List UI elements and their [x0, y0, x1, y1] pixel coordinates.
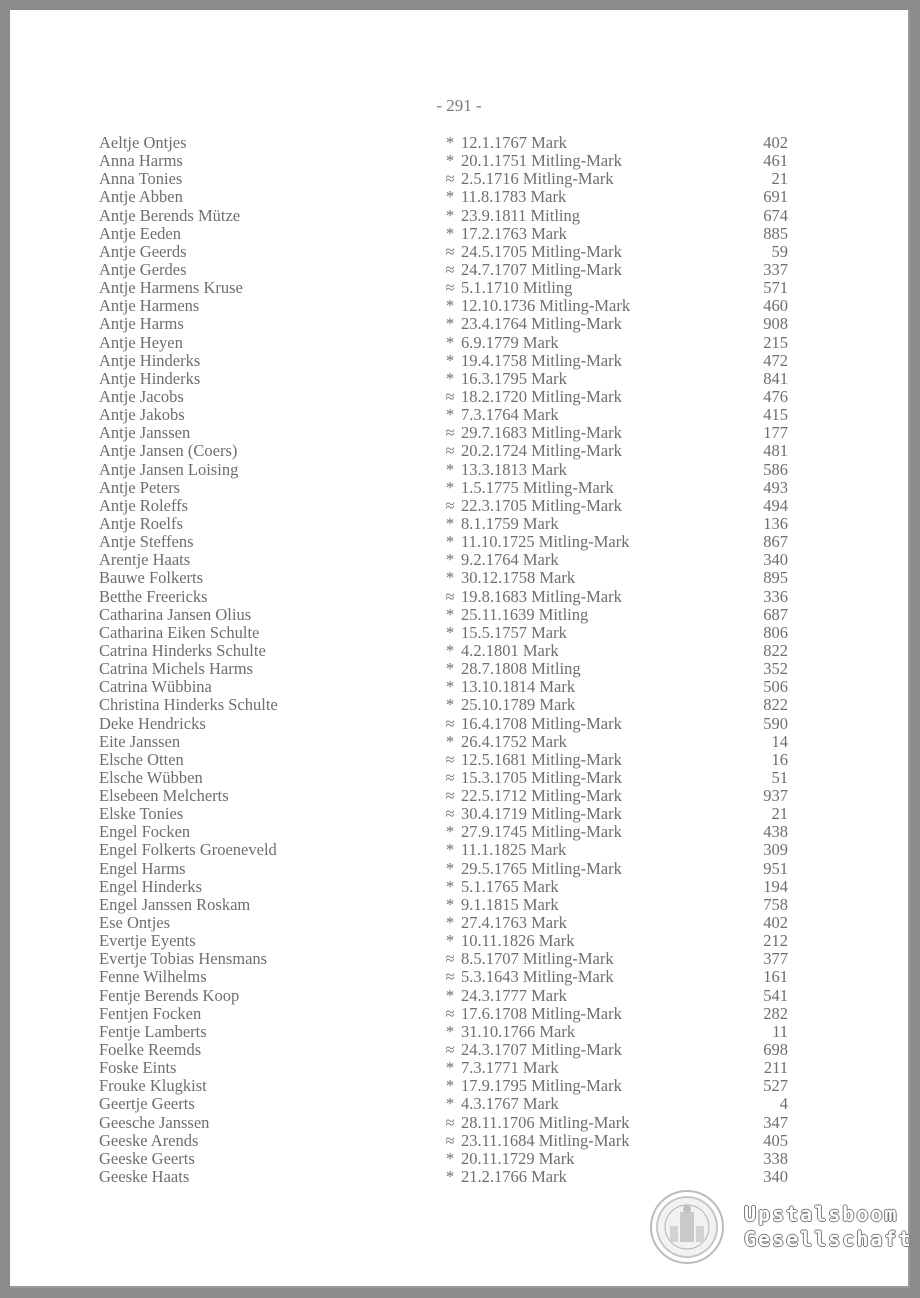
list-item: [10, 1095, 908, 1113]
entry-number: 806: [763, 622, 788, 642]
list-item: [10, 1168, 908, 1186]
entry-name: Elsebeen Melcherts: [99, 786, 229, 806]
entry-name: Antje Roleffs: [99, 495, 189, 515]
list-item: [10, 388, 908, 406]
entry-symbol: ≈: [445, 1112, 455, 1132]
list-item: [10, 678, 908, 696]
entry-name: Antje Berends Mütze: [99, 205, 241, 225]
entry-symbol: *: [445, 532, 455, 552]
list-item: [10, 442, 908, 460]
list-item: [10, 860, 908, 878]
entry-name: Antje Jacobs: [99, 386, 184, 406]
entry-date: 11.1.1825 Mark: [461, 840, 567, 860]
entry-date: 21.2.1766 Mark: [461, 1167, 567, 1187]
entry-name: Deke Hendricks: [99, 713, 206, 733]
entry-date: 24.3.1707 Mitling-Mark: [461, 1040, 622, 1060]
document-page: [10, 10, 913, 1288]
list-item: [10, 1005, 908, 1023]
entry-number: 506: [763, 677, 788, 697]
logo-line-1: Upstalsboom: [744, 1202, 899, 1226]
entry-name: Antje Hinderks: [99, 368, 201, 388]
entry-symbol: *: [445, 368, 455, 388]
entry-date: 8.1.1759 Mark: [461, 513, 559, 533]
entry-name: Bauwe Folkerts: [99, 568, 204, 588]
list-item: [10, 352, 908, 370]
entry-number: 527: [763, 1076, 788, 1096]
list-item: [10, 624, 908, 642]
list-item: [10, 751, 908, 769]
entry-name: Engel Janssen Roskam: [99, 894, 251, 914]
entry-symbol: ≈: [445, 586, 455, 606]
entry-date: 11.10.1725 Mitling-Mark: [461, 532, 630, 552]
entry-symbol: *: [445, 513, 455, 533]
entry-symbol: *: [445, 1167, 455, 1187]
entry-date: 13.10.1814 Mark: [461, 677, 576, 697]
entry-symbol: ≈: [445, 259, 455, 279]
entry-number: 571: [763, 278, 788, 298]
entry-symbol: *: [445, 205, 455, 225]
entry-number: 51: [771, 767, 788, 787]
entry-date: 1.5.1775 Mitling-Mark: [461, 477, 614, 497]
entry-number: 282: [763, 1003, 788, 1023]
page-number: - 291 -: [436, 96, 482, 115]
list-item: [10, 660, 908, 678]
entry-symbol: ≈: [445, 278, 455, 298]
list-item: [10, 805, 908, 823]
entry-name: Antje Harmens Kruse: [99, 278, 243, 298]
entry-date: 5.1.1765 Mark: [461, 876, 559, 896]
entry-date: 20.1.1751 Mitling-Mark: [461, 151, 622, 171]
entry-date: 15.5.1757 Mark: [461, 622, 567, 642]
list-item: [10, 243, 908, 261]
entry-symbol: *: [445, 695, 455, 715]
entry-symbol: *: [445, 1021, 455, 1041]
entry-number: 377: [763, 949, 788, 969]
entry-name: Elsche Wübben: [99, 767, 203, 787]
entry-name: Antje Geerds: [99, 241, 187, 261]
entry-date: 6.9.1779 Mark: [461, 332, 559, 352]
entry-symbol: *: [445, 876, 455, 896]
entry-number: 405: [763, 1130, 788, 1150]
list-item: [10, 152, 908, 170]
entry-number: 494: [763, 495, 788, 515]
list-item: [10, 606, 908, 624]
entry-symbol: ≈: [445, 1003, 455, 1023]
entry-date: 30.12.1758 Mark: [461, 568, 576, 588]
entry-name: Antje Jansen Loising: [99, 459, 239, 479]
entry-date: 23.4.1764 Mitling-Mark: [461, 314, 622, 334]
list-item: [10, 279, 908, 297]
entry-name: Antje Steffens: [99, 532, 194, 552]
entry-name: Geeske Geerts: [99, 1148, 195, 1168]
entry-date: 30.4.1719 Mitling-Mark: [461, 804, 622, 824]
entry-name: Antje Harmens: [99, 296, 200, 316]
list-item: [10, 1023, 908, 1041]
entry-symbol: *: [445, 731, 455, 751]
entry-number: 212: [763, 931, 788, 951]
entry-name: Engel Focken: [99, 822, 191, 842]
list-item: [10, 207, 908, 225]
entry-number: 493: [763, 477, 788, 497]
entry-date: 24.5.1705 Mitling-Mark: [461, 241, 622, 261]
entry-number: 687: [763, 604, 788, 624]
entry-name: Engel Hinderks: [99, 876, 203, 896]
entry-date: 5.3.1643 Mitling-Mark: [461, 967, 614, 987]
entry-number: 336: [763, 586, 788, 606]
entry-symbol: *: [445, 1058, 455, 1078]
entry-name: Antje Jansen (Coers): [99, 441, 238, 461]
list-item: [10, 715, 908, 733]
entry-number: 340: [763, 550, 788, 570]
entry-symbol: *: [445, 913, 455, 933]
entry-name: Geesche Janssen: [99, 1112, 210, 1132]
entry-date: 13.3.1813 Mark: [461, 459, 567, 479]
entry-date: 22.3.1705 Mitling-Mark: [461, 495, 622, 515]
entry-symbol: ≈: [445, 495, 455, 515]
entry-date: 20.2.1724 Mitling-Mark: [461, 441, 622, 461]
entry-symbol: ≈: [445, 386, 455, 406]
list-item: [10, 134, 908, 152]
entry-date: 12.5.1681 Mitling-Mark: [461, 749, 622, 769]
entry-name: Antje Roelfs: [99, 513, 183, 533]
entry-symbol: *: [445, 640, 455, 660]
entry-date: 17.2.1763 Mark: [461, 223, 567, 243]
entry-number: 937: [763, 786, 788, 806]
entry-number: 758: [763, 894, 788, 914]
entry-number: 867: [763, 532, 788, 552]
entry-date: 11.8.1783 Mark: [461, 187, 567, 207]
entry-name: Evertje Eyents: [99, 931, 196, 951]
entry-number: 951: [763, 858, 788, 878]
entry-symbol: *: [445, 985, 455, 1005]
entry-date: 5.1.1710 Mitling: [461, 278, 573, 298]
entry-name: Catrina Hinderks Schulte: [99, 640, 266, 660]
entry-date: 19.4.1758 Mitling-Mark: [461, 350, 622, 370]
entry-number: 415: [763, 405, 788, 425]
entry-symbol: ≈: [445, 169, 455, 189]
entry-date: 4.3.1767 Mark: [461, 1094, 559, 1114]
entry-number: 590: [763, 713, 788, 733]
list-item: [10, 1077, 908, 1095]
entry-date: 17.9.1795 Mitling-Mark: [461, 1076, 622, 1096]
entry-date: 2.5.1716 Mitling-Mark: [461, 169, 614, 189]
entry-symbol: *: [445, 223, 455, 243]
entry-symbol: *: [445, 332, 455, 352]
list-item: [10, 261, 908, 279]
list-item: [10, 170, 908, 188]
entry-number: 402: [763, 133, 788, 152]
entry-number: 476: [763, 386, 788, 406]
entry-name: Geeske Arends: [99, 1130, 199, 1150]
entry-symbol: *: [445, 822, 455, 842]
list-item: [10, 987, 908, 1005]
entry-number: 691: [763, 187, 788, 207]
entry-symbol: ≈: [445, 423, 455, 443]
entry-date: 8.5.1707 Mitling-Mark: [461, 949, 614, 969]
entry-symbol: ≈: [445, 713, 455, 733]
entry-symbol: *: [445, 405, 455, 425]
entry-symbol: ≈: [445, 786, 455, 806]
entry-symbol: ≈: [445, 949, 455, 969]
entry-symbol: *: [445, 459, 455, 479]
entry-number: 194: [763, 876, 788, 896]
entry-number: 841: [763, 368, 788, 388]
entry-symbol: *: [445, 622, 455, 642]
entry-symbol: *: [445, 931, 455, 951]
entry-symbol: *: [445, 187, 455, 207]
entry-number: 177: [763, 423, 788, 443]
list-item: [10, 569, 908, 587]
entry-number: 14: [771, 731, 788, 751]
entry-date: 7.3.1764 Mark: [461, 405, 559, 425]
entry-number: 908: [763, 314, 788, 334]
entry-name: Fentje Lamberts: [99, 1021, 207, 1041]
entry-number: 337: [763, 259, 788, 279]
entry-symbol: ≈: [445, 967, 455, 987]
list-item: [10, 787, 908, 805]
entry-number: 338: [763, 1148, 788, 1168]
entry-name: Ese Ontjes: [99, 913, 171, 933]
list-item: [10, 823, 908, 841]
list-item: [10, 733, 908, 751]
list-item: [10, 968, 908, 986]
entry-date: 24.7.1707 Mitling-Mark: [461, 259, 622, 279]
entry-date: 25.11.1639 Mitling: [461, 604, 589, 624]
list-item: [10, 533, 908, 551]
entry-symbol: *: [445, 314, 455, 334]
entry-name: Engel Folkerts Groeneveld: [99, 840, 277, 860]
entry-number: 161: [763, 967, 788, 987]
entry-name: Catrina Michels Harms: [99, 659, 253, 679]
entry-number: 461: [763, 151, 788, 171]
entry-date: 27.4.1763 Mark: [461, 913, 567, 933]
entry-date: 20.11.1729 Mark: [461, 1148, 575, 1168]
list-item: [10, 878, 908, 896]
list-item: [10, 334, 908, 352]
entry-name: Arentje Haats: [99, 550, 191, 570]
entry-name: Antje Janssen: [99, 423, 191, 443]
entry-date: 9.2.1764 Mark: [461, 550, 559, 570]
entry-date: 28.11.1706 Mitling-Mark: [461, 1112, 630, 1132]
entry-name: Fenne Wilhelms: [99, 967, 207, 987]
entry-date: 23.9.1811 Mitling: [461, 205, 581, 225]
entry-number: 340: [763, 1167, 788, 1187]
entry-symbol: *: [445, 677, 455, 697]
entry-date: 4.2.1801 Mark: [461, 640, 559, 660]
society-logo: [650, 1190, 913, 1264]
entry-date: 22.5.1712 Mitling-Mark: [461, 786, 622, 806]
entry-name: Evertje Tobias Hensmans: [99, 949, 268, 969]
entry-number: 402: [763, 913, 788, 933]
list-item: [10, 1114, 908, 1132]
entry-number: 21: [771, 169, 788, 189]
entry-date: 23.11.1684 Mitling-Mark: [461, 1130, 630, 1150]
entry-symbol: *: [445, 350, 455, 370]
entry-name: Betthe Freericks: [99, 586, 208, 606]
logo-line-2: Gesellschaft: [744, 1227, 913, 1251]
entry-name: Foelke Reemds: [99, 1040, 202, 1060]
list-item: [10, 551, 908, 569]
list-item: [10, 406, 908, 424]
entry-number: 895: [763, 568, 788, 588]
entry-name: Antje Jakobs: [99, 405, 185, 425]
entry-date: 26.4.1752 Mark: [461, 731, 567, 751]
entry-date: 17.6.1708 Mitling-Mark: [461, 1003, 622, 1023]
entry-number: 698: [763, 1040, 788, 1060]
entry-name: Catharina Eiken Schulte: [99, 622, 260, 642]
entry-symbol: *: [445, 568, 455, 588]
entry-date: 27.9.1745 Mitling-Mark: [461, 822, 622, 842]
logo-text: [744, 1202, 913, 1252]
entry-name: Eite Janssen: [99, 731, 181, 751]
entry-date: 16.3.1795 Mark: [461, 368, 567, 388]
list-item: [10, 841, 908, 859]
entry-symbol: ≈: [445, 241, 455, 261]
entry-symbol: *: [445, 1094, 455, 1114]
entry-date: 31.10.1766 Mark: [461, 1021, 576, 1041]
entry-name: Elske Tonies: [99, 804, 184, 824]
entry-date: 25.10.1789 Mark: [461, 695, 576, 715]
entry-name: Anna Harms: [99, 151, 183, 171]
entry-number: 674: [763, 205, 788, 225]
list-item: [10, 424, 908, 442]
entry-date: 28.7.1808 Mitling: [461, 659, 581, 679]
list-item: [10, 642, 908, 660]
list-item: [10, 1059, 908, 1077]
entry-name: Elsche Otten: [99, 749, 184, 769]
entry-date: 9.1.1815 Mark: [461, 894, 559, 914]
entry-symbol: ≈: [445, 804, 455, 824]
entry-date: 12.10.1736 Mitling-Mark: [461, 296, 631, 316]
list-item: [10, 588, 908, 606]
list-item: [10, 461, 908, 479]
entry-symbol: *: [445, 1148, 455, 1168]
entry-date: 29.7.1683 Mitling-Mark: [461, 423, 622, 443]
entry-number: 472: [763, 350, 788, 370]
entry-number: 541: [763, 985, 788, 1005]
entry-date: 18.2.1720 Mitling-Mark: [461, 386, 622, 406]
entry-number: 16: [771, 749, 788, 769]
entry-name: Christina Hinderks Schulte: [99, 695, 278, 715]
entry-name: Antje Gerdes: [99, 259, 187, 279]
entry-symbol: *: [445, 477, 455, 497]
entry-date: 15.3.1705 Mitling-Mark: [461, 767, 622, 787]
entry-name: Geeske Haats: [99, 1167, 190, 1187]
list-item: [10, 370, 908, 388]
list-item: [10, 1150, 908, 1168]
entry-name: Antje Eeden: [99, 223, 182, 243]
entry-number: 885: [763, 223, 788, 243]
entry-name: Fentjen Focken: [99, 1003, 202, 1023]
entry-number: 586: [763, 459, 788, 479]
entry-symbol: *: [445, 296, 455, 316]
entry-date: 19.8.1683 Mitling-Mark: [461, 586, 622, 606]
entry-number: 460: [763, 296, 788, 316]
list-item: [10, 515, 908, 533]
entry-symbol: *: [445, 840, 455, 860]
entry-date: 7.3.1771 Mark: [461, 1058, 559, 1078]
entry-symbol: *: [445, 894, 455, 914]
entry-list: [10, 134, 908, 1186]
entry-symbol: *: [445, 550, 455, 570]
entry-number: 347: [763, 1112, 788, 1132]
list-item: [10, 225, 908, 243]
entry-symbol: *: [445, 858, 455, 878]
entry-number: 59: [771, 241, 788, 261]
list-item: [10, 896, 908, 914]
entry-symbol: ≈: [445, 767, 455, 787]
entry-number: 215: [763, 332, 788, 352]
entry-number: 21: [771, 804, 788, 824]
entry-name: Frouke Klugkist: [99, 1076, 207, 1096]
entry-symbol: *: [445, 1076, 455, 1096]
entry-name: Engel Harms: [99, 858, 186, 878]
list-item: [10, 1132, 908, 1150]
entry-name: Foske Eints: [99, 1058, 177, 1078]
entry-name: Antje Peters: [99, 477, 181, 497]
list-item: [10, 497, 908, 515]
entry-name: Fentje Berends Koop: [99, 985, 240, 1005]
entry-number: 136: [763, 513, 788, 533]
entry-symbol: *: [445, 133, 455, 152]
entry-date: 24.3.1777 Mark: [461, 985, 567, 1005]
entry-number: 822: [763, 695, 788, 715]
entry-number: 309: [763, 840, 788, 860]
entry-name: Antje Heyen: [99, 332, 183, 352]
entry-symbol: *: [445, 604, 455, 624]
entry-number: 211: [763, 1058, 788, 1078]
entry-number: 822: [763, 640, 788, 660]
entry-number: 438: [763, 822, 788, 842]
entry-symbol: ≈: [445, 441, 455, 461]
entry-symbol: *: [445, 151, 455, 171]
entry-name: Catrina Wübbina: [99, 677, 212, 697]
entry-number: 352: [763, 659, 788, 679]
entry-symbol: ≈: [445, 1130, 455, 1150]
entry-number: 4: [779, 1094, 788, 1114]
seal-icon: [650, 1190, 724, 1264]
entry-number: 481: [763, 441, 788, 461]
entry-date: 12.1.1767 Mark: [461, 133, 567, 152]
list-item: [10, 769, 908, 787]
list-item: [10, 696, 908, 714]
list-item: [10, 297, 908, 315]
list-item: [10, 315, 908, 333]
entry-name: Aeltje Ontjes: [99, 133, 187, 152]
entry-name: Antje Hinderks: [99, 350, 201, 370]
list-item: [10, 1041, 908, 1059]
entry-name: Anna Tonies: [99, 169, 183, 189]
entry-name: Catharina Jansen Olius: [99, 604, 252, 624]
entry-name: Antje Harms: [99, 314, 184, 334]
entry-name: Geertje Geerts: [99, 1094, 195, 1114]
entry-date: 16.4.1708 Mitling-Mark: [461, 713, 622, 733]
list-item: [10, 950, 908, 968]
list-item: [10, 932, 908, 950]
entry-number: 11: [772, 1021, 788, 1041]
list-item: [10, 914, 908, 932]
entry-date: 10.11.1826 Mark: [461, 931, 575, 951]
entry-symbol: ≈: [445, 1040, 455, 1060]
entry-name: Antje Abben: [99, 187, 183, 207]
entry-date: 29.5.1765 Mitling-Mark: [461, 858, 622, 878]
entry-symbol: *: [445, 659, 455, 679]
entry-symbol: ≈: [445, 749, 455, 769]
list-item: [10, 188, 908, 206]
list-item: [10, 479, 908, 497]
